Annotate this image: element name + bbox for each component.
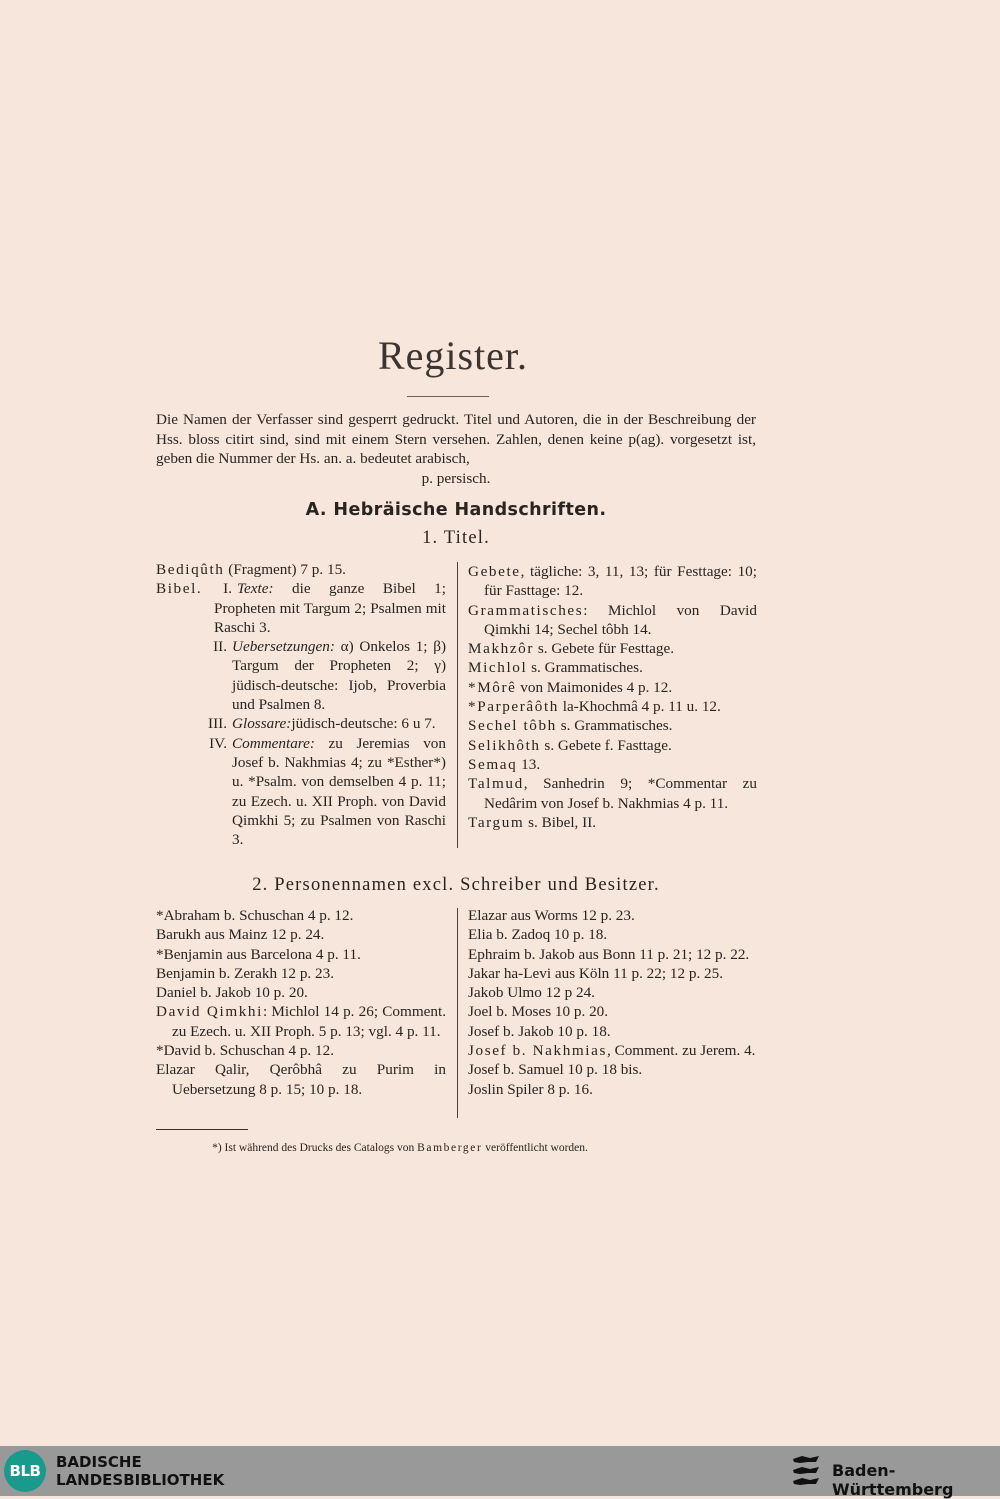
- register-entry: Josef b. Jakob 10 p. 18.: [468, 1022, 611, 1040]
- footnote-divider: [156, 1129, 248, 1130]
- footnote: *) Ist während des Drucks des Catalogs von Bamberger veröffentlicht worden.: [212, 1142, 588, 1154]
- register-subentry: II. Uebersetzungen: α) Onkelos 1; β) Targum der Propheten 2; γ) jüdisch-deutsche: Ijob, Proverbia und Psalmen 8.: [156, 637, 446, 714]
- register-subentry: IV. Commentare: zu Jeremias von Josef b. Nakhmias 4; zu *Esther*) u. *Psalm. von demselben 4 p. 11; zu Ezech. u. XII Proph. von David Qimkhi 5; zu Psalmen von Raschi 3.: [156, 734, 446, 850]
- register-entry: *Benjamin aus Barcelona 4 p. 11.: [156, 945, 361, 963]
- roman-numeral: II.: [213, 638, 227, 656]
- register-entry: Gebete, tägliche: 3, 11, 13; für Festtage: 10; für Fasttage: 12.: [468, 563, 757, 600]
- register-entry: Talmud, Sanhedrin 9; *Commentar zu Nedârim von Josef b. Nakhmias 4 p. 11.: [468, 775, 757, 812]
- register-entry: Elia b. Zadoq 10 p. 18.: [468, 926, 608, 944]
- register-entry: Michlol s. Grammatisches.: [468, 659, 643, 677]
- register-entry: Targum s. Bibel, II.: [468, 813, 597, 831]
- section-heading-hebrew: A. Hebräische Handschriften.: [305, 500, 607, 520]
- personen-right-column: [468, 906, 757, 1099]
- register-entry: *Abraham b. Schuschan 4 p. 12.: [156, 907, 354, 924]
- register-entry: Elazar aus Worms 12 p. 23.: [468, 907, 635, 924]
- register-entry: Daniel b. Jakob 10 p. 20.: [156, 984, 308, 1002]
- register-entry: Barukh aus Mainz 12 p. 24.: [156, 926, 325, 944]
- column-divider: [457, 562, 458, 848]
- roman-numeral: I.: [223, 580, 232, 598]
- register-entry: Ephraim b. Jakob aus Bonn 11 p. 21; 12 p. 22.: [468, 945, 750, 963]
- register-entry: Josef b. Nakhmias, Comment. zu Jerem. 4.: [468, 1042, 756, 1060]
- state-name[interactable]: Baden-Württemberg: [832, 1461, 954, 1499]
- roman-numeral: III.: [208, 715, 227, 733]
- register-entry: Bediqûth (Fragment) 7 p. 15.: [156, 561, 346, 578]
- register-entry: *Môrê von Maimonides 4 p. 12.: [468, 678, 673, 696]
- register-entry: Grammatisches: Michlol von David Qimkhi 14; Sechel tôbh 14.: [468, 601, 757, 638]
- register-entry: *David b. Schuschan 4 p. 12.: [156, 1042, 335, 1060]
- register-entry: Benjamin b. Zerakh 12 p. 23.: [156, 964, 334, 982]
- register-entry: Semaq 13.: [468, 755, 541, 773]
- register-entry: Sechel tôbh s. Grammatisches.: [468, 717, 673, 735]
- register-entry: Joel b. Moses 10 p. 20.: [468, 1003, 609, 1021]
- column-divider: [457, 908, 458, 1118]
- intro-text-last: p. persisch.: [421, 469, 491, 487]
- register-entry: Elazar Qalir, Qerôbhâ zu Purim in Uebersetzung 8 p. 15; 10 p. 18.: [156, 1061, 446, 1098]
- intro-text: Die Namen der Verfasser sind gesperrt gedruckt. Titel und Autoren, die in der Beschreibung der Hss. bloss citirt sind, sind mit einem Stern versehen. Zahlen, denen keine p(ag). vorgesetzt ist, geben die Nummer der Hs. an. a. bedeutet arabisch,: [156, 411, 756, 467]
- register-entry: Makhzôr s. Gebete für Festtage.: [468, 640, 675, 658]
- entry-name: Bibel.: [156, 580, 203, 598]
- register-subentry: III. Glossare:jüdisch-deutsche: 6 u 7.: [156, 714, 446, 733]
- subsection-heading-personen: 2. Personennamen excl. Schreiber und Besitzer.: [252, 875, 660, 895]
- page-title: Register.: [377, 333, 529, 378]
- register-entry: Jakar ha-Levi aus Köln 11 p. 22; 12 p. 25.: [468, 964, 724, 982]
- blb-logo-icon[interactable]: BLB: [4, 1450, 46, 1492]
- library-name[interactable]: BADISCHE LANDESBIBLIOTHEK: [56, 1453, 225, 1489]
- register-entry: Joslin Spiler 8 p. 16.: [468, 1080, 593, 1098]
- register-entry: Jakob Ulmo 12 p 24.: [468, 984, 595, 1002]
- subsection-heading-titel: 1. Titel.: [422, 528, 490, 548]
- register-entry: *Parperâôth la-Khochmâ 4 p. 11 u. 12.: [468, 698, 721, 716]
- title-divider: [407, 396, 489, 397]
- roman-numeral: IV.: [209, 734, 227, 752]
- titel-left-column: [156, 560, 446, 849]
- register-entry-bibel: Bibel. I. Texte: die ganze Bibel 1; Propheten mit Targum 2; Psalmen mit Raschi 3.: [156, 580, 446, 636]
- titel-right-column: [468, 562, 757, 832]
- footer-bar: [0, 1446, 1000, 1499]
- register-entry: Selikhôth s. Gebete f. Fasttage.: [468, 736, 672, 754]
- register-entry: David Qimkhi: Michlol 14 p. 26; Comment. zu Ezech. u. XII Proph. 5 p. 13; vgl. 4 p. 11.: [156, 1003, 446, 1040]
- register-entry: Josef b. Samuel 10 p. 18 bis.: [468, 1061, 643, 1079]
- lions-coat-of-arms-icon: [790, 1453, 822, 1489]
- personen-left-column: [156, 906, 446, 1099]
- intro-paragraph: [156, 410, 756, 488]
